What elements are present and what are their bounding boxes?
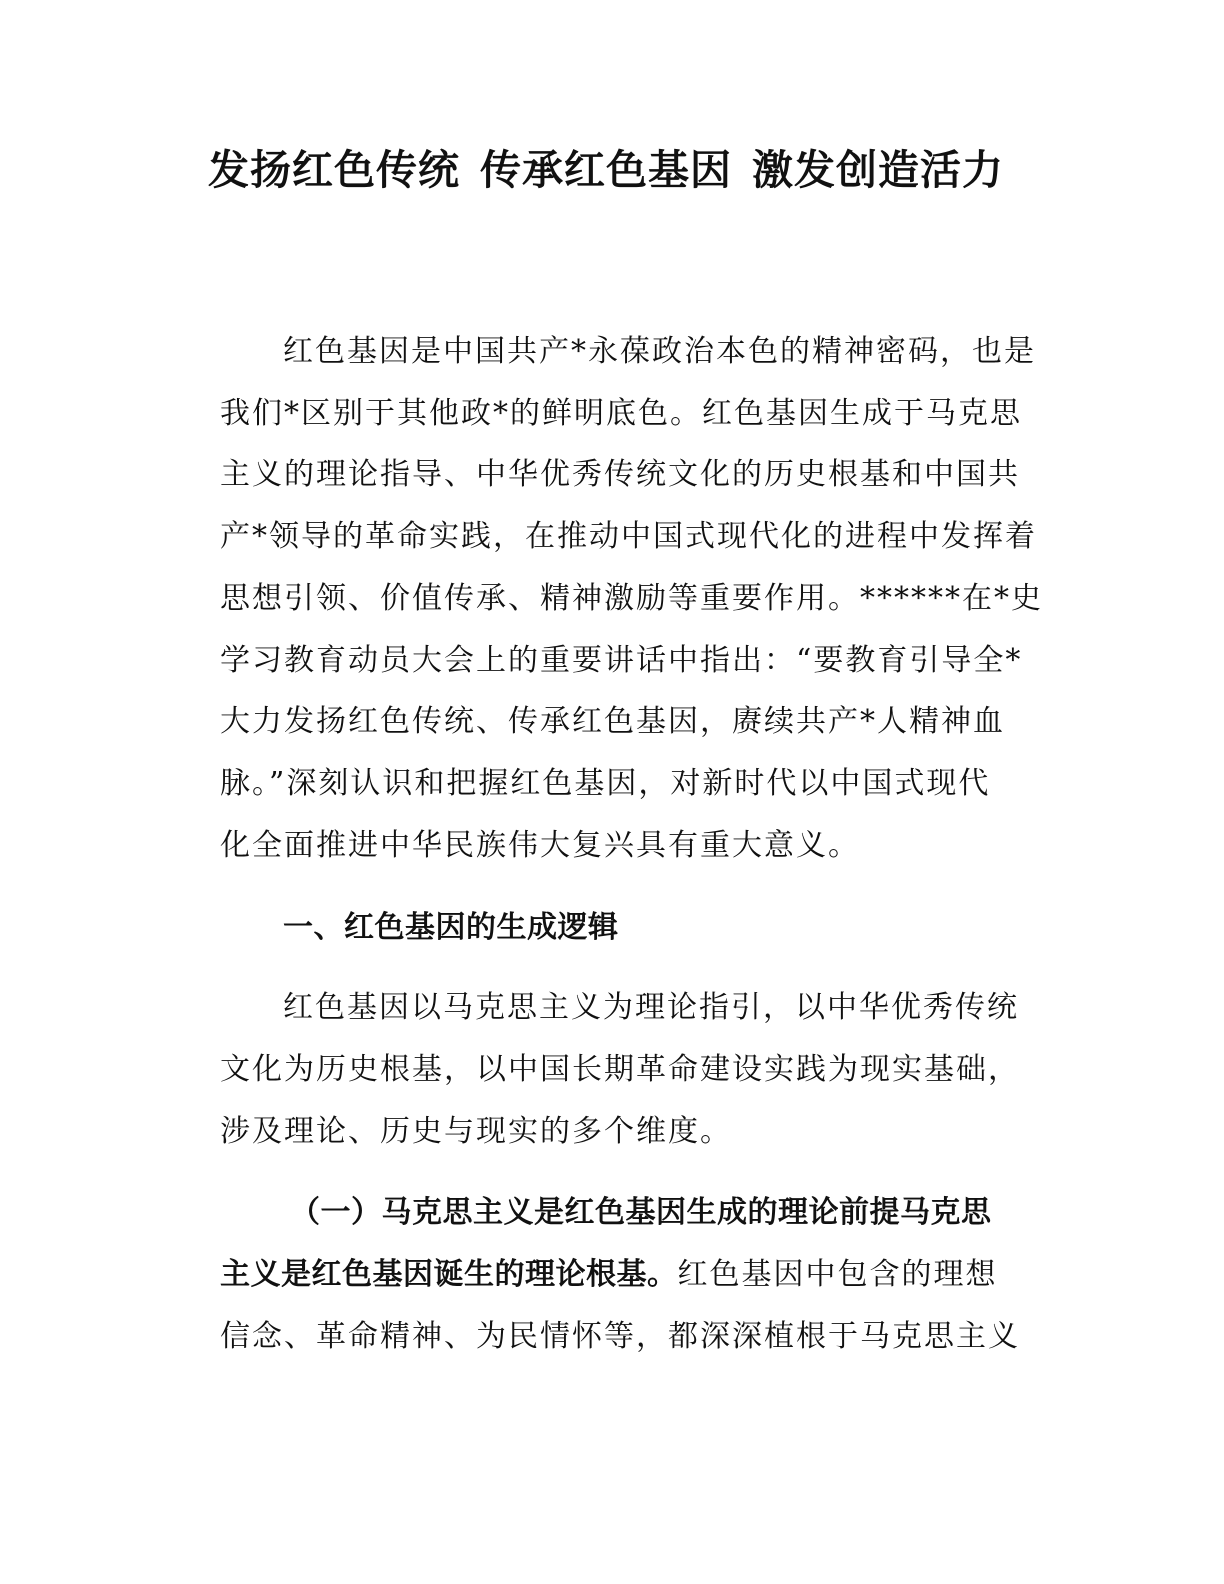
intro-line: 化全面推进中华民族伟大复兴具有重大意义。 — [220, 828, 860, 863]
intro-line: 我们*区别于其他政*的鲜明底色。红色基因生成于马克思 — [220, 396, 1022, 431]
section-one-line: 文化为历史根基，以中国长期革命建设实践为现实基础， — [220, 1052, 1020, 1087]
subsection-line — [220, 1255, 1040, 1295]
intro-line: 脉。”深刻认识和把握红色基因，对新时代以中国式现代 — [220, 766, 991, 801]
title-part-3: 激发创造活力 — [752, 146, 1004, 194]
section-one-line: 涉及理论、历史与现实的多个维度。 — [220, 1114, 732, 1149]
section-one-line: 红色基因以马克思主义为理论指引，以中华优秀传统 — [283, 990, 1019, 1025]
title-part-1: 发扬红色传统 — [208, 146, 460, 194]
subsection-line: 信念、革命精神、为民情怀等，都深深植根于马克思主义 — [220, 1319, 1020, 1354]
intro-line: 学习教育动员大会上的重要讲话中指出：“要教育引导全* — [220, 643, 1023, 678]
intro-line: 大力发扬红色传统、传承红色基因，赓续共产*人精神血 — [220, 704, 1005, 739]
document-title — [0, 138, 1212, 202]
intro-line: 产*领导的革命实践，在推动中国式现代化的进程中发挥着 — [220, 519, 1037, 554]
intro-line: 主义的理论指导、中华优秀传统文化的历史根基和中国共 — [220, 457, 1020, 492]
subsection-heading: （一）马克思主义是红色基因生成的理论前提马克思 — [290, 1195, 992, 1230]
subsection-text: 红色基因中包含的理想 — [677, 1257, 998, 1292]
intro-line: 思想引领、价值传承、精神激励等重要作用。******在*史 — [220, 581, 1043, 616]
title-part-2: 传承红色基因 — [480, 146, 732, 194]
subsection-heading-continued: 主义是红色基因诞生的理论根基。 — [220, 1257, 678, 1292]
intro-line: 红色基因是中国共产*永葆政治本色的精神密码，也是 — [283, 334, 1036, 369]
section-heading: 一、红色基因的生成逻辑 — [283, 910, 619, 945]
